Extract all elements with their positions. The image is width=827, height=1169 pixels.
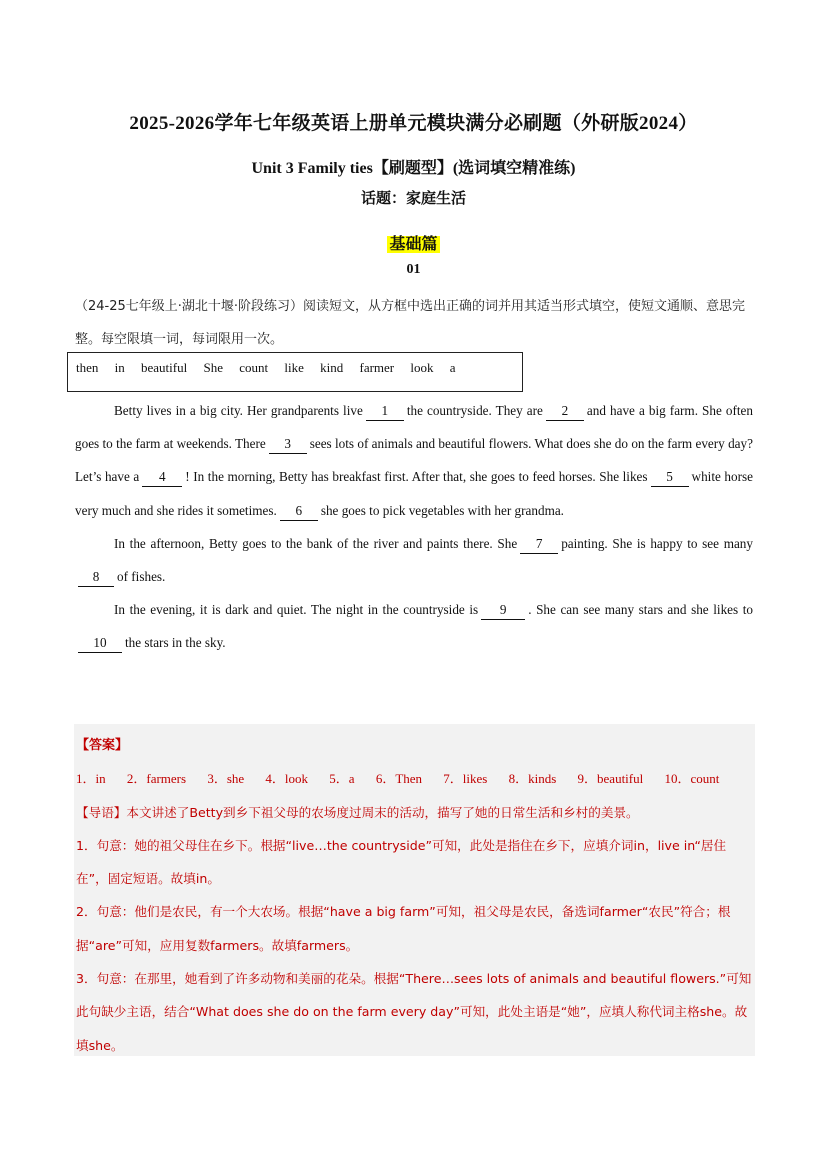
blank-10[interactable]: 10 xyxy=(78,634,122,653)
passage-text: the countryside. They are xyxy=(406,403,543,418)
answer-heading: 【答案】 xyxy=(76,738,129,753)
blank-1[interactable]: 1 xyxy=(366,402,404,421)
passage-text: ! In the morning, Betty has breakfast first. After that, she goes to feed horses. She likes xyxy=(185,469,648,485)
passage-paragraph-2 xyxy=(75,527,753,593)
answer-explanation-1: 1．句意：她的祖父母住在乡下。根据“live…the countryside”可知，此处是指住在乡下，应填介词in，live in“居住在”，固定短语。故填in。 xyxy=(76,837,727,887)
answer-key: 6．Then xyxy=(375,771,423,787)
question-number: 01 xyxy=(406,262,421,277)
answer-key: 2．farmers xyxy=(126,771,187,787)
topic-line: 话题：家庭生活 xyxy=(360,191,466,207)
instruction-text: （24-25七年级上·湖北十堰·阶段练习）阅读短文，从方框中选出正确的词并用其适当形式填空，使短文通顺、意思完整。每空限填一词，每词限用一次。 xyxy=(75,299,746,347)
passage-text: painting. She is happy to see many xyxy=(561,535,753,551)
word-option: look xyxy=(410,360,434,375)
answer-key: 10．count xyxy=(664,771,720,787)
blank-4[interactable]: 4 xyxy=(142,468,182,487)
word-option: count xyxy=(239,360,269,375)
answer-key-row xyxy=(76,762,753,795)
word-option: beautiful xyxy=(141,360,188,375)
answer-explanation-2: 2．句意：他们是农民，有一个大农场。根据“have a big farm”可知，祖父母是农民，备选词farmer“农民”符合；根据“are”可知，应用复数farmers。故填farmers。 xyxy=(76,904,731,953)
blank-3[interactable]: 3 xyxy=(269,435,307,454)
section-heading xyxy=(0,231,827,254)
document-title: 2025-2026学年七年级英语上册单元模块满分必刷题（外研版2024） xyxy=(129,113,698,134)
answer-key: 3．she xyxy=(207,771,245,787)
answer-key: 1．in xyxy=(76,771,106,787)
passage-text: In the evening, it is dark and quiet. The night in the countryside is xyxy=(114,602,479,618)
answer-explanation-3: 3．句意：在那里，她看到了许多动物和美丽的花朵。根据“There…sees lots of animals and beautiful flowers.”可知此句缺少主语，结合“What does she do on the farm every day”可知，此处主语是“她”，应填人称代词主格she。故填she。 xyxy=(76,971,752,1053)
word-box xyxy=(67,352,523,392)
blank-5[interactable]: 5 xyxy=(651,468,689,487)
answer-key: 9．beautiful xyxy=(577,771,644,787)
word-option: like xyxy=(284,360,304,375)
word-option: farmer xyxy=(359,360,395,375)
passage-text: . She can see many stars and she likes to xyxy=(528,602,753,618)
passage-text: sees lots of animals and beautiful flowers. What does she do on the farm every day? Let’s have a xyxy=(75,436,753,485)
word-option: kind xyxy=(320,360,344,375)
reading-passage xyxy=(75,394,753,660)
passage-text: and have a big farm. She often goes to the farm at weekends. There xyxy=(75,403,753,452)
passage-text: white horse very much and she rides it sometimes. xyxy=(75,469,753,518)
word-option: She xyxy=(203,360,223,375)
blank-6[interactable]: 6 xyxy=(280,502,318,521)
passage-text: she goes to pick vegetables with her grandma. xyxy=(320,502,564,518)
answer-key: 4．look xyxy=(265,771,309,787)
blank-8[interactable]: 8 xyxy=(78,568,114,587)
passage-text: In the afternoon, Betty goes to the bank of the river and paints there. She xyxy=(114,535,518,551)
passage-text: the stars in the sky. xyxy=(125,635,226,651)
passage-text: of fishes. xyxy=(117,569,166,585)
blank-7[interactable]: 7 xyxy=(520,535,558,554)
answer-panel xyxy=(74,724,755,1056)
passage-paragraph-1 xyxy=(75,394,753,527)
passage-text: Betty lives in a big city. Her grandparents live xyxy=(114,403,363,418)
passage-paragraph-3 xyxy=(75,593,753,659)
answer-key: 7．likes xyxy=(443,771,488,787)
blank-2[interactable]: 2 xyxy=(546,402,584,421)
answer-guide: 【导语】本文讲述了Betty到乡下祖父母的农场度过周末的活动，描写了她的日常生活和乡村的美景。 xyxy=(76,804,639,820)
unit-subtitle: Unit 3 Family ties【刷题型】(选词填空精准练) xyxy=(251,160,576,177)
answer-key: 8．kinds xyxy=(508,771,557,787)
answer-key: 5．a xyxy=(329,771,355,787)
word-option: then xyxy=(76,360,99,375)
word-option: a xyxy=(449,360,456,375)
word-option: in xyxy=(114,360,125,375)
blank-9[interactable]: 9 xyxy=(481,601,525,620)
section-label: 基础篇 xyxy=(389,236,438,253)
